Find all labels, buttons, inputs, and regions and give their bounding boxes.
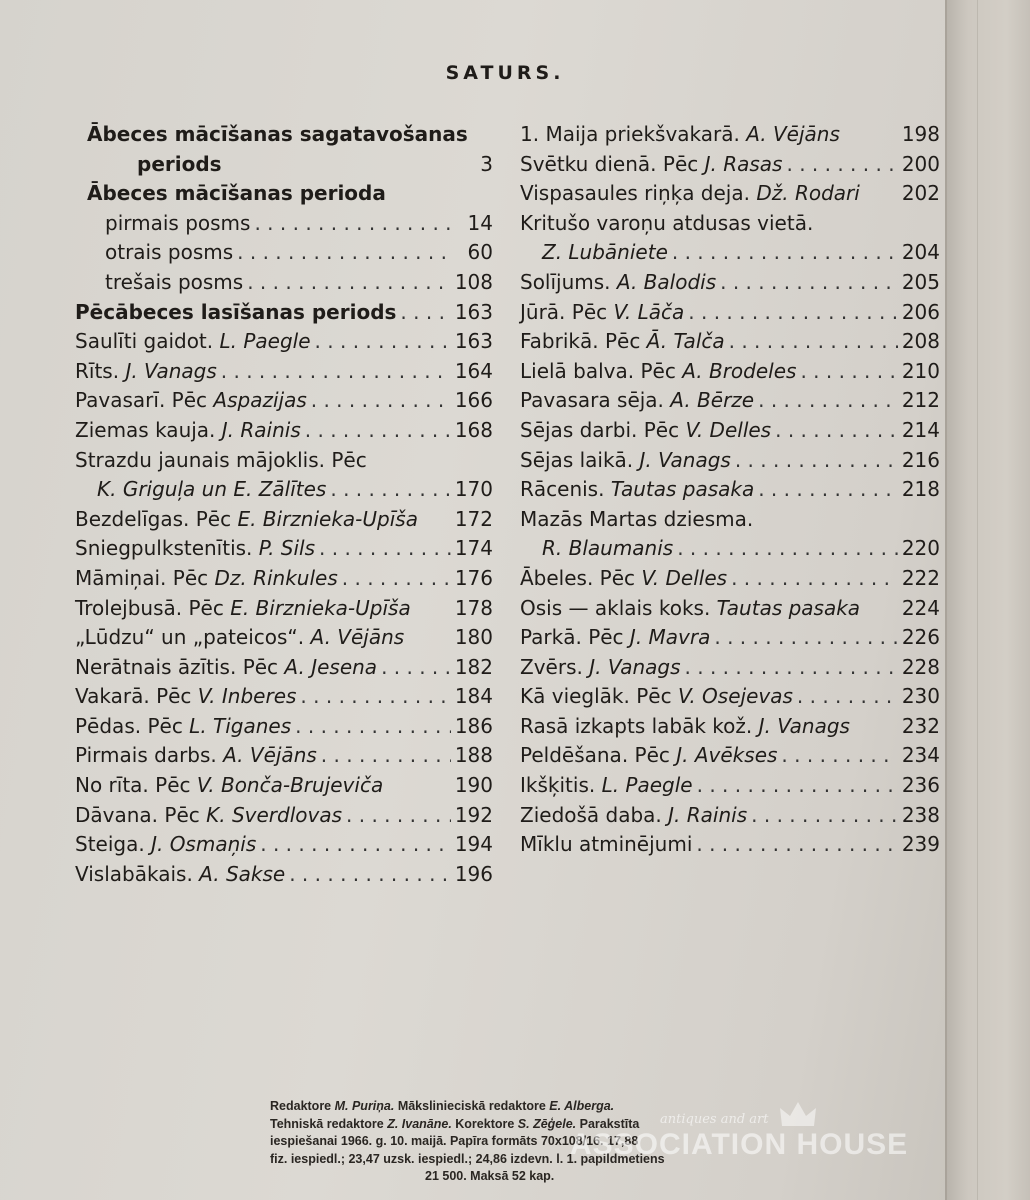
toc-entry: [520, 830, 940, 860]
toc-entry-page-number: 236: [901, 773, 940, 798]
toc-entry-page-number: 180: [454, 625, 493, 650]
crown-icon: [778, 1100, 818, 1130]
toc-entry: [520, 653, 940, 683]
toc-entry-title: [520, 564, 727, 594]
toc-entry-page-number: 196: [454, 861, 493, 886]
toc-entry-text: Strazdu jaunais mājoklis. Pēc: [75, 447, 367, 472]
dot-leader: [346, 801, 451, 831]
toc-entry-title: [105, 268, 243, 298]
toc-entry: [75, 298, 493, 328]
toc-entry-page-number: 220: [901, 536, 940, 561]
toc-entry-text: Ābeles. Pēc: [520, 565, 642, 590]
dot-leader: [758, 475, 898, 505]
toc-entry: [520, 416, 940, 446]
toc-entry-text: Pēdas. Pēc: [75, 713, 190, 738]
dot-leader: [800, 357, 897, 387]
toc-entry-author: J. Vanags: [589, 654, 681, 679]
toc-entry: [75, 475, 493, 505]
toc-entry: [75, 327, 493, 357]
toc-entry: [520, 327, 940, 357]
toc-entry-author: Ā. Talča: [646, 329, 725, 354]
toc-entry-title: [520, 682, 793, 712]
toc-entry: [75, 830, 493, 860]
toc-entry-page-number: 178: [454, 595, 493, 620]
toc-entry-author: P. Sils: [258, 536, 316, 561]
toc-entry: [75, 238, 493, 268]
toc-entry-text: 1. Maija priekšvakarā.: [520, 122, 747, 146]
toc-entry-title: [520, 150, 782, 180]
toc-entry-page-number: 163: [454, 329, 493, 354]
toc-left-column: [75, 120, 493, 889]
toc-entry: [75, 534, 493, 564]
toc-entry: [520, 179, 940, 209]
toc-entry-text: pirmais posms: [105, 210, 251, 235]
toc-entry-title: [520, 416, 771, 446]
toc-entry-text: Kritušo varoņu atdusas vietā.: [520, 210, 814, 235]
toc-entry: [520, 475, 940, 505]
toc-entry-author: A. Bērze: [670, 388, 755, 413]
toc-entry-author: V. Delles: [641, 565, 728, 590]
toc-section-header: Ābeces mācīšanas sagatavošanas periods 3 Ābeces mācīšanas perioda: [87, 122, 493, 206]
toc-entry-title: [520, 771, 693, 801]
adjacent-page-edge: [945, 0, 1030, 1200]
toc-entry-title: [520, 594, 860, 624]
dot-leader: [735, 446, 898, 476]
dot-leader: [305, 416, 451, 446]
toc-entry-page-number: 198: [901, 122, 940, 146]
toc-entry: [75, 594, 493, 624]
toc-entry-title: [75, 801, 342, 831]
toc-entry: [75, 564, 493, 594]
toc-entry-page-number: 218: [901, 477, 940, 502]
dot-leader: [295, 712, 451, 742]
toc-entry-text: Mazās Martas dziesma.: [520, 506, 754, 531]
toc-entry-page-number: 188: [454, 743, 493, 768]
toc-entry-title: [520, 623, 710, 653]
toc-entry: [75, 416, 493, 446]
toc-entry-author: V. Osejevas: [677, 684, 793, 709]
dot-leader: [319, 534, 451, 564]
toc-entry: [75, 712, 493, 742]
toc-entry-text: Dāvana. Pēc: [75, 802, 207, 827]
toc-entry: [75, 771, 493, 801]
toc-entry-text: Rasā izkapts labāk kož.: [520, 713, 759, 738]
dot-leader: [289, 860, 451, 890]
toc-entry-page-number: 186: [454, 713, 493, 738]
toc-entry-text: Steiga.: [75, 832, 152, 857]
toc-entry: [520, 505, 940, 535]
toc-entry-page-number: 174: [454, 536, 493, 561]
toc-entry-text: Pēcābeces lasīšanas periods: [75, 299, 397, 324]
toc-entry-text: Saulīti gaidot.: [75, 329, 220, 354]
toc-entry-page-number: 239: [901, 832, 940, 857]
toc-entry-title: [75, 357, 217, 387]
toc-entry: [75, 801, 493, 831]
toc-entry-author: A. Brodeles: [682, 358, 797, 383]
toc-right-column: [520, 120, 940, 860]
dot-leader: [781, 741, 897, 771]
dot-leader: [260, 830, 451, 860]
toc-entry-text: Mīklu atminējumi: [520, 832, 693, 857]
toc-entry-text: Svētku dienā. Pēc: [520, 151, 705, 176]
toc-entry-text: Jūrā. Pēc: [520, 299, 614, 324]
toc-entry: [520, 386, 940, 416]
toc-entry-text: Rīts.: [75, 358, 126, 383]
dot-leader: [321, 741, 451, 771]
toc-entry-title: [75, 712, 291, 742]
toc-entry: [520, 741, 940, 771]
toc-entry-page-number: 166: [454, 388, 493, 413]
toc-entry-text: Lielā balva. Pēc: [520, 358, 683, 383]
toc-entry-author: J. Osmaņis: [151, 832, 257, 857]
toc-entry-text: No rīta. Pēc: [75, 773, 197, 798]
toc-entry-page-number: 204: [901, 240, 940, 265]
toc-entry-title: [75, 860, 285, 890]
toc-entry-title: [75, 623, 404, 653]
toc-entry-page-number: 234: [901, 743, 940, 768]
toc-entry: [520, 298, 940, 328]
toc-entry-author: J. Rasas: [704, 151, 783, 176]
toc-entry: [520, 357, 940, 387]
toc-left-list: [75, 209, 493, 890]
toc-entry-author: A. Balodis: [616, 269, 717, 294]
toc-entry-title: [520, 505, 753, 535]
toc-entry-title: [75, 446, 367, 476]
toc-entry-page-number: 230: [901, 684, 940, 709]
toc-entry-text: trešais posms: [105, 269, 244, 294]
toc-entry-page-number: 216: [901, 447, 940, 472]
toc-entry-text: Sējas laikā.: [520, 447, 640, 472]
dot-leader: [237, 238, 455, 268]
dot-leader: [311, 386, 451, 416]
toc-entry-title: [75, 594, 411, 624]
toc-entry-title: [75, 830, 256, 860]
dot-leader: [677, 534, 898, 564]
toc-entry-title: [520, 801, 747, 831]
toc-entry-page-number: 184: [454, 684, 493, 709]
toc-entry-title: [75, 386, 307, 416]
toc-entry-text: Peldēšana. Pēc: [520, 743, 677, 768]
toc-entry: [520, 682, 940, 712]
toc-entry-text: Ziemas kauja.: [75, 417, 222, 442]
toc-entry-title: [75, 505, 418, 535]
toc-entry: [75, 741, 493, 771]
toc-entry: [520, 771, 940, 801]
toc-entry-title: [520, 830, 692, 860]
toc-entry-page-number: 206: [901, 299, 940, 324]
toc-entry-title: [520, 298, 684, 328]
toc-entry: [520, 623, 940, 653]
dot-leader: [342, 564, 451, 594]
toc-entry-author: L. Tiganes: [189, 713, 292, 738]
toc-entry-author: R. Blaumanis: [542, 536, 674, 561]
toc-entry: [75, 357, 493, 387]
toc-entry-title: [105, 238, 233, 268]
toc-right-list: [520, 120, 940, 860]
toc-entry: [520, 120, 940, 150]
toc-entry-author: J. Vanags: [639, 447, 731, 472]
page-title: SATURS.: [445, 62, 565, 84]
dot-leader: [672, 238, 898, 268]
toc-entry-page-number: 202: [901, 181, 940, 206]
toc-entry-author: Tautas pasaka: [610, 477, 755, 502]
toc-entry-title: [75, 534, 315, 564]
toc-entry-title: [520, 327, 725, 357]
dot-leader: [720, 268, 898, 298]
toc-entry-author: J. Rainis: [668, 802, 748, 827]
toc-entry-page-number: 228: [901, 654, 940, 679]
toc-entry-title: [520, 120, 840, 150]
toc-entry-page-number: 208: [901, 329, 940, 354]
dot-leader: [221, 357, 451, 387]
dot-leader: [797, 682, 898, 712]
toc-entry: [520, 801, 940, 831]
toc-entry: [75, 860, 493, 890]
toc-entry-text: Zvērs.: [520, 654, 590, 679]
toc-entry-text: Nerātnais āzītis. Pēc: [75, 654, 285, 679]
toc-entry-page-number: 176: [454, 565, 493, 590]
toc-entry-text: Bezdelīgas. Pēc: [75, 506, 238, 531]
watermark-subtitle: antiques and art: [660, 1112, 769, 1127]
toc-entry-title: [520, 741, 777, 771]
toc-entry-author: Z. Lubāniete: [542, 240, 668, 265]
toc-entry-text: Trolejbusā. Pēc: [75, 595, 231, 620]
toc-entry-text: Fabrikā. Pēc: [520, 329, 647, 354]
toc-entry-page-number: 190: [454, 773, 493, 798]
dot-leader: [254, 209, 455, 239]
toc-entry-author: J. Avēkses: [676, 743, 778, 768]
toc-entry-text: Rācenis.: [520, 477, 611, 502]
toc-entry-page-number: 168: [454, 417, 493, 442]
colophon: Redaktore M. Puriņa. Mākslinieciskā redaktore E. Alberga. Tehniskā redaktore Z. Ivanāne. Korektore S. Zēģele. Parakstīta iespiešanai 1966. g. 10. maijā. Papīra formāts 70x108/16. 17,88 fiz. iespiedl.; 23,47 uzsk. iespiedl.; 24,86 izdevn. l. 1. papildmetiens 21 500. Maksā 52 kap.: [270, 1099, 665, 1183]
toc-entry-page-number: 14: [467, 210, 493, 235]
dot-leader: [751, 801, 898, 831]
toc-entry-page-number: 172: [454, 506, 493, 531]
toc-entry-title: [520, 357, 796, 387]
dot-leader: [714, 623, 897, 653]
toc-entry-title: [75, 653, 377, 683]
toc-entry-title: [75, 682, 296, 712]
toc-entry-page-number: 226: [901, 625, 940, 650]
toc-entry-author: J. Vanags: [125, 358, 217, 383]
toc-entry-page-number: 200: [901, 151, 940, 176]
toc-entry-title: [542, 534, 673, 564]
toc-entry: [520, 150, 940, 180]
toc-entry-author: L. Paegle: [601, 773, 693, 798]
toc-entry-page-number: 212: [901, 388, 940, 413]
toc-entry-page-number: 164: [454, 358, 493, 383]
toc-entry-author: V. Bonča-Brujeviča: [196, 773, 384, 798]
dot-leader: [247, 268, 451, 298]
toc-entry-author: A. Vējāns: [746, 122, 840, 146]
toc-entry-author: J. Vanags: [758, 713, 850, 738]
dot-leader: [330, 475, 450, 505]
toc-entry-author: Dz. Rinkules: [214, 565, 338, 590]
dot-leader: [697, 771, 898, 801]
dot-leader: [685, 653, 898, 683]
toc-entry-author: J. Mavra: [629, 625, 711, 650]
toc-entry-page-number: 163: [454, 299, 493, 324]
toc-entry-text: otrais posms: [105, 240, 234, 265]
toc-entry: [75, 386, 493, 416]
toc-entry-text: Osis — aklais koks.: [520, 595, 717, 620]
toc-entry: [520, 534, 940, 564]
toc-entry: [75, 505, 493, 535]
toc-entry-author: V. Delles: [685, 417, 772, 442]
toc-entry-page-number: 224: [901, 595, 940, 620]
toc-entry-page-number: 222: [901, 565, 940, 590]
toc-entry-text: Māmiņai. Pēc: [75, 565, 215, 590]
toc-entry-author: A. Sakse: [199, 861, 286, 886]
toc-entry: [75, 653, 493, 683]
toc-entry-title: [75, 327, 311, 357]
toc-entry-title: [520, 712, 850, 742]
toc-entry: [75, 623, 493, 653]
toc-entry-author: A. Vējāns: [310, 625, 405, 650]
toc-entry: [75, 268, 493, 298]
toc-entry-title: [97, 475, 326, 505]
toc-entry-text: Parkā. Pēc: [520, 625, 630, 650]
toc-entry: [75, 209, 493, 239]
toc-entry: [520, 446, 940, 476]
dot-leader: [688, 298, 898, 328]
dot-leader: [775, 416, 898, 446]
toc-entry-page-number: 192: [454, 802, 493, 827]
toc-entry-page-number: 182: [454, 654, 493, 679]
toc-entry-title: [520, 446, 731, 476]
toc-entry-author: A. Jesena: [284, 654, 378, 679]
toc-entry-title: [75, 771, 383, 801]
toc-entry-text: Vislabākais.: [75, 861, 200, 886]
toc-entry-author: Dž. Rodari: [756, 181, 860, 206]
toc-entry-title: [520, 475, 754, 505]
dot-leader: [300, 682, 450, 712]
toc-entry-page-number: 170: [454, 477, 493, 502]
toc-entry-page-number: 60: [467, 240, 493, 265]
toc-entry-author: E. Birznieka-Upīša: [230, 595, 411, 620]
toc-entry-author: Aspazijas: [213, 388, 307, 413]
toc-entry-page-number: 238: [901, 802, 940, 827]
toc-entry-author: J. Rainis: [221, 417, 301, 442]
dot-leader: [729, 327, 898, 357]
toc-entry-text: Sniegpulkstenītis.: [75, 536, 259, 561]
toc-entry-title: [520, 386, 754, 416]
dot-leader: [758, 386, 898, 416]
toc-entry-title: [520, 268, 716, 298]
toc-entry-page-number: 232: [901, 713, 940, 738]
toc-entry: [520, 564, 940, 594]
toc-entry-text: Kā vieglāk. Pēc: [520, 684, 678, 709]
dot-leader: [381, 653, 451, 683]
dot-leader: [400, 298, 450, 328]
toc-entry-author: Tautas pasaka: [716, 595, 861, 620]
toc-entry-text: Ikšķitis.: [520, 773, 602, 798]
toc-entry-text: Pavasarī. Pēc: [75, 388, 214, 413]
toc-entry-author: K. Sverdlovas: [206, 802, 343, 827]
toc-entry-title: [542, 238, 668, 268]
toc-entry-author: V. Lāča: [613, 299, 685, 324]
toc-entry-page-number: 210: [901, 358, 940, 383]
dot-leader: [786, 150, 897, 180]
toc-entry-title: [520, 653, 681, 683]
toc-entry: [75, 682, 493, 712]
toc-entry-text: „Lūdzu“ un „pateicos“.: [75, 625, 311, 650]
toc-entry-author: V. Inberes: [197, 684, 297, 709]
dot-leader: [731, 564, 898, 594]
toc-entry: [520, 594, 940, 624]
toc-entry-page-number: 194: [454, 832, 493, 857]
toc-entry-title: [75, 298, 396, 328]
toc-entry: [520, 209, 940, 239]
dot-leader: [315, 327, 451, 357]
toc-entry-title: [520, 179, 860, 209]
toc-entry-title: [75, 416, 301, 446]
toc-entry-author: E. Birznieka-Upīša: [237, 506, 418, 531]
toc-entry-text: Pirmais darbs.: [75, 743, 224, 768]
toc-entry-title: [75, 564, 338, 594]
toc-entry-author: K. Griguļa un E. Zālītes: [97, 477, 327, 502]
toc-entry-text: Ziedošā daba.: [520, 802, 669, 827]
toc-entry-text: Solījums.: [520, 269, 617, 294]
toc-entry-text: Pavasara sēja.: [520, 388, 671, 413]
toc-entry-text: Vispasaules riņķa deja.: [520, 181, 757, 206]
toc-entry-text: Sējas darbi. Pēc: [520, 417, 686, 442]
toc-entry: [520, 268, 940, 298]
toc-entry: [520, 712, 940, 742]
toc-entry-text: Vakarā. Pēc: [75, 684, 198, 709]
toc-entry-title: [75, 741, 317, 771]
toc-entry-page-number: 205: [901, 269, 940, 294]
toc-entry: [75, 446, 493, 476]
toc-entry-page-number: 214: [901, 417, 940, 442]
toc-entry-title: [105, 209, 250, 239]
dot-leader: [696, 830, 897, 860]
toc-entry-author: L. Paegle: [219, 329, 311, 354]
toc-entry: [520, 238, 940, 268]
toc-entry-title: [520, 209, 813, 239]
toc-entry-page-number: 108: [454, 269, 493, 294]
toc-entry-author: A. Vējāns: [223, 743, 317, 768]
watermark-logo: ASSOCIATION HOUSE: [570, 1128, 909, 1161]
